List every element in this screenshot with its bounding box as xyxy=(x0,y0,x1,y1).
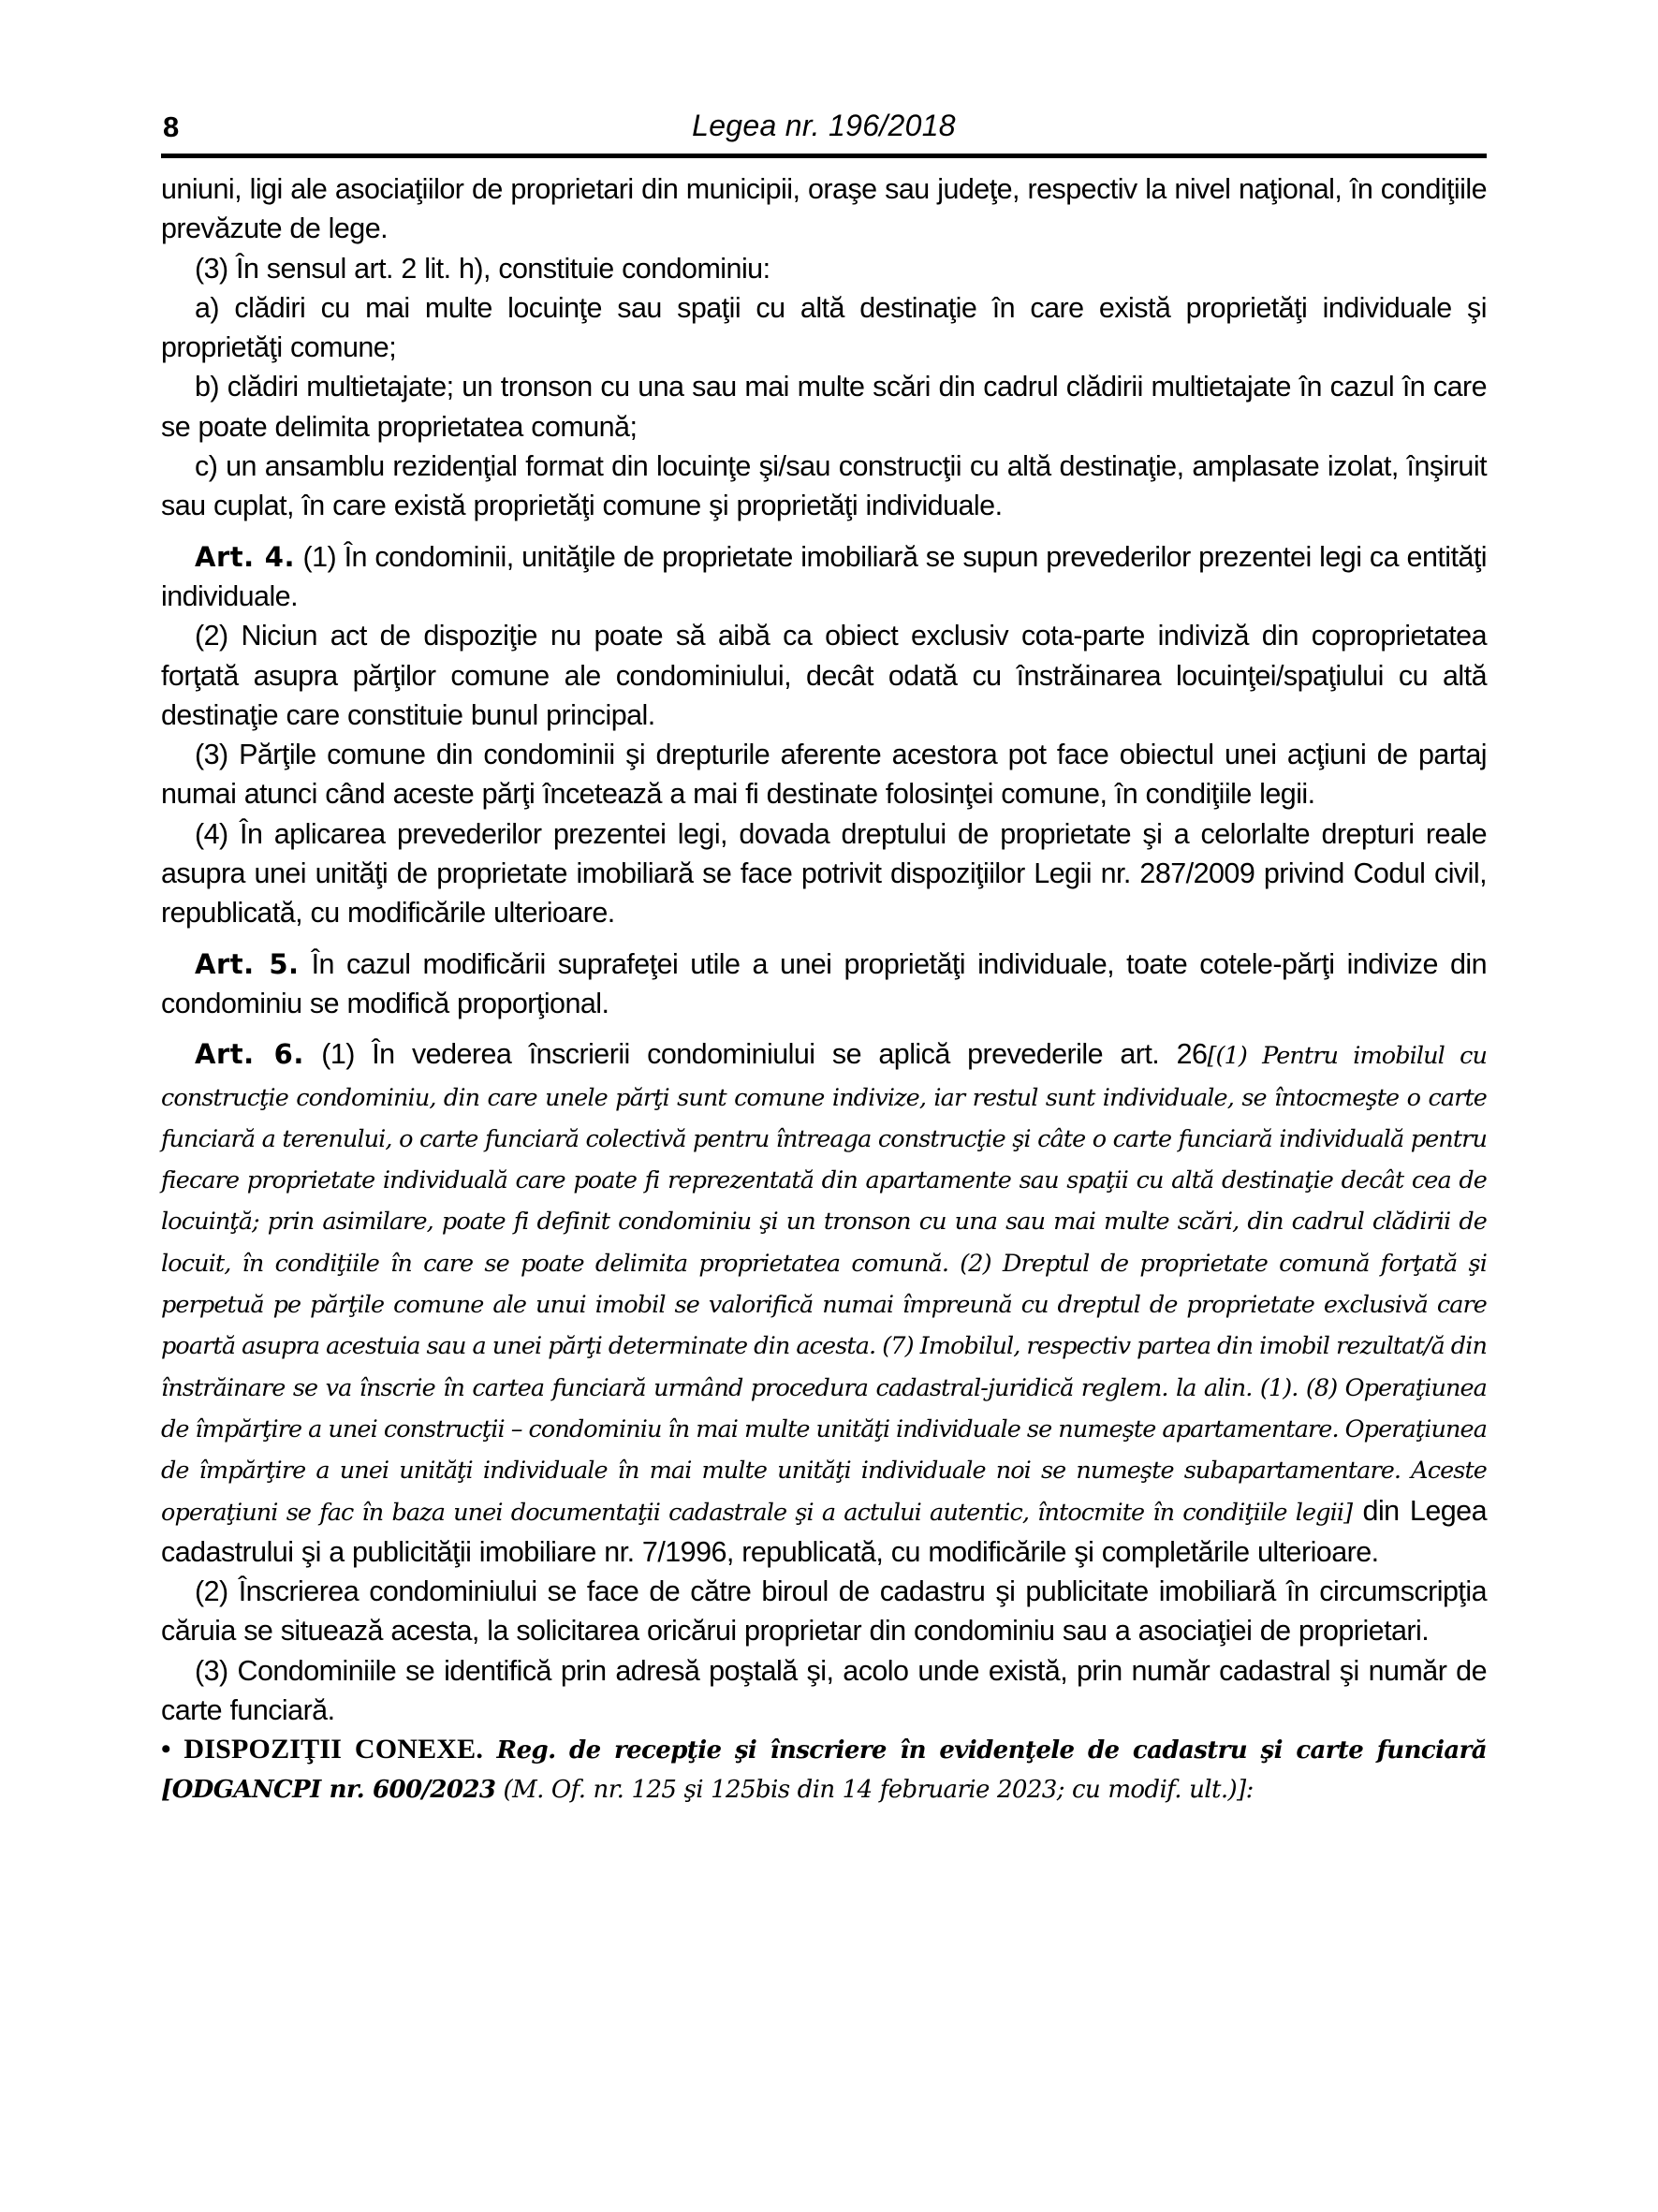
bullet-icon: • xyxy=(161,1734,171,1765)
related-provisions-title: Reg. de recepţie şi înscriere în evidenţele de cadastru şi carte funciară xyxy=(483,1736,1488,1765)
document-body xyxy=(161,169,1487,1809)
page-header xyxy=(161,105,1487,158)
article-6-quoted-note: [(1) Pentru imobilul cu construcţie condominiu, din care unele părţi sunt comune indivize, iar restul sunt individuale, se întocmeşte o carte funciară a terenului, o carte funciară colectivă pentru întreaga construcţie şi câte o carte funciară individuală pentru fiecare proprietate individuală care poate fi reprezentată din apartamente sau spaţii cu altă destinaţie decât cea de locuinţă; prin asimilare, poate fi definit condominiu şi un tronson cu una sau mai multe scări, din cadrul clădirii de locuit, în condiţiile în care se poate delimita proprietatea comună. (2) Dreptul de proprietate comună forţată şi perpetuă pe părţile comune ale unui imobil se valorifică numai împreună cu dreptul de proprietate exclusivă care poartă asupra acestuia sau a unei părţi determinate din acesta. (7) Imobilul, respectiv partea din imobil rezultat/ă din înstrăinare se va înscrie în cartea funciară urmând procedura cadastral-juridică reglem. la alin. (1). (8) Operaţiunea de împărţire a unei construcţii – condominiu în mai multe unităţi individuale se numeşte apartamentare. Operaţiunea de împărţire a unei unităţi individuale în mai multe unităţi individuale noi se numeşte subapartamentare. Aceste operaţiuni se fac în baza unei documentaţii cadastrale şi a actului autentic, întocmite în condiţiile legii] xyxy=(161,1042,1488,1527)
page-number: 8 xyxy=(163,110,180,143)
article-6-alin-1-end: din Legea cadastrului şi a publicităţii imobiliare nr. 7/1996, republicată, cu modificările şi completările ulterioare. xyxy=(161,1494,1487,1568)
article-6 xyxy=(161,1034,1487,1572)
article-4-label: Art. 4. xyxy=(195,540,295,573)
article-5 xyxy=(161,945,1487,1024)
related-provisions-source: (M. Of. nr. 125 şi 125bis din 14 februarie 2023; cu modif. ult.)]: xyxy=(495,1776,1254,1805)
related-provisions-ref: [ODGANCPI nr. 600/2023 xyxy=(161,1776,496,1805)
paragraph: uniuni, ligi ale asociaţiilor de proprietari din municipii, oraşe sau judeţe, respectiv la nivel naţional, în condiţiile prevăzute de lege. xyxy=(161,173,1487,245)
article-5-text: În cazul modificării suprafeţei utile a unei proprietăţi individuale, toate cotele-părţi indivize din condominiu se modifică proporţional. xyxy=(161,947,1487,1019)
document-page xyxy=(161,105,1487,1809)
paragraph-lit-b: b) clădiri multietajate; un tronson cu una sau mai multe scări din cadrul clădirii multietajate în cazul în care se poate delimita proprietatea comună; xyxy=(161,371,1487,443)
article-6-label: Art. 6. xyxy=(195,1038,304,1071)
article-6-alin-2: (2) Înscrierea condominiului se face de către biroul de cadastru şi publicitate imobiliară în circumscripţia căruia se situează acesta, la solicitarea oricărui proprietar din condominiu sau a asociaţiei de proprietari. xyxy=(161,1575,1487,1648)
article-5-label: Art. 5. xyxy=(195,947,300,980)
article-4-alin-1: (1) În condominii, unităţile de proprietate imobiliară se supun prevederilor prezentei legi ca entităţi individuale. xyxy=(161,540,1487,612)
article-4-alin-3: (3) Părţile comune din condominii şi drepturile aferente acestora pot face obiectul unei acţiuni de partaj numai atunci când aceste părţi încetează a mai fi destinate folosinţei comune, în condiţiile legii. xyxy=(161,739,1487,811)
article-4-alin-4: (4) În aplicarea prevederilor prezentei legi, dovada dreptului de proprietate şi a celorlalte drepturi reale asupra unei unităţi de proprietate imobiliară se face potrivit dispoziţiilor Legii nr. 287/2009 privind Codul civil, republicată, cu modificările ulterioare. xyxy=(161,817,1487,930)
paragraph-lit-c: c) un ansamblu rezidenţial format din locuinţe şi/sau construcţii cu altă destinaţie, amplasate izolat, înşiruit sau cuplat, în care există proprietăţi comune şi proprietăţi individuale. xyxy=(161,450,1487,522)
related-provisions xyxy=(161,1730,1487,1809)
paragraph-alin-3: (3) În sensul art. 2 lit. h), constituie condominiu: xyxy=(195,252,770,285)
article-6-alin-3: (3) Condominiile se identifică prin adresă poştală şi, acolo unde există, prin număr cadastral şi număr de carte funciară. xyxy=(161,1654,1487,1726)
article-4-alin-2: (2) Niciun act de dispoziţie nu poate să aibă ca obiect exclusiv cota-parte indiviză din coproprietatea forţată asupra părţilor comune ale condominiului, decât odată cu înstrăinarea locuinţei/spaţiului cu altă destinaţie care constituie bunul principal. xyxy=(161,620,1487,731)
paragraph-lit-a: a) clădiri cu mai multe locuinţe sau spaţii cu altă destinaţie în care există proprietăţi individuale şi proprietăţi comune; xyxy=(161,291,1487,364)
article-6-alin-1-start: (1) În vederea înscrierii condominiului se aplică prevederile art. 26 xyxy=(303,1038,1208,1071)
running-title: Legea nr. 196/2018 xyxy=(692,109,956,142)
article-4 xyxy=(161,537,1487,617)
related-provisions-label: DISPOZIŢII CONEXE. xyxy=(183,1734,484,1765)
